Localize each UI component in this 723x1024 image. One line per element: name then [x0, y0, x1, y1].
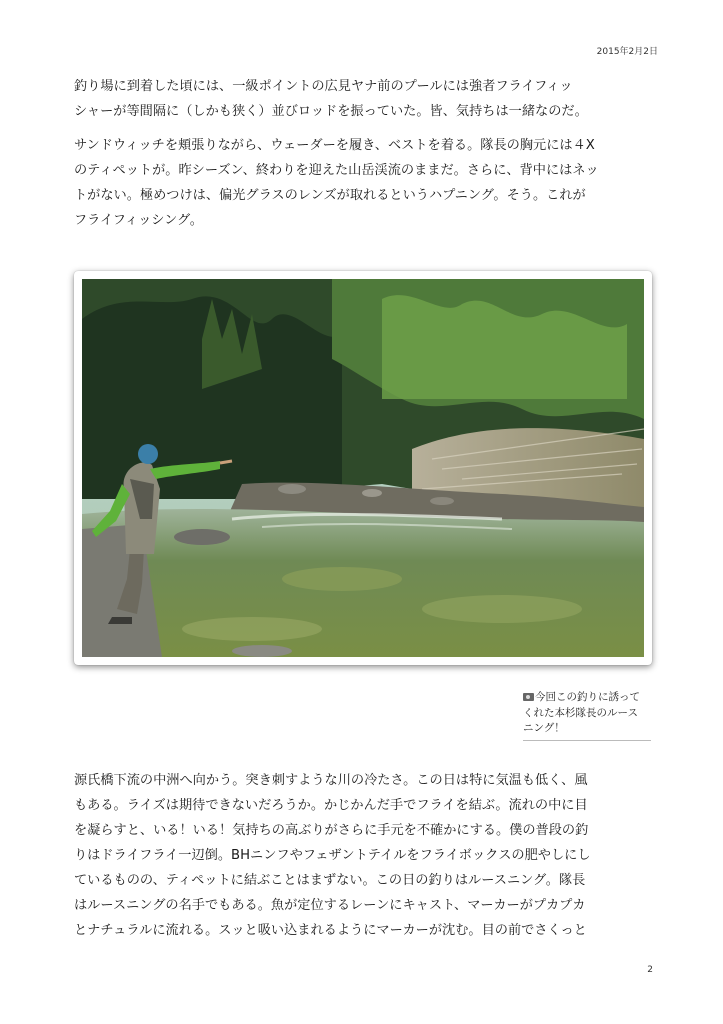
text-line: 源氏橋下流の中洲へ向かう。突き刺すような川の冷たさ。この日は特に気温も低く、風: [74, 773, 588, 788]
photo-frame: [74, 271, 652, 665]
page-date: 2015年2月2日: [596, 47, 658, 57]
caption-line: くれた本杉隊長のルース: [523, 706, 638, 719]
paragraph-3: [74, 768, 654, 943]
text-line: を凝らすと、いる！いる！気持ちの高ぶりがさらに手元を不確かにする。僕の普段の釣: [74, 823, 589, 838]
text-line: フライフィッシング。: [74, 213, 203, 228]
text-line: とナチュラルに流れる。スッと吸い込まれるようにマーカーが沈む。目の前でさくっと: [74, 923, 587, 938]
text-line: りはドライフライ一辺倒。BHニンフやフェザントテイルをフライボックスの肥やしにし: [74, 848, 591, 863]
photo-caption: [523, 690, 653, 737]
caption-line: ニング！: [523, 722, 565, 734]
text-line: もある。ライズは期待できないだろうか。かじかんだ手でフライを結ぶ。流れの中に目: [74, 798, 588, 813]
text-line: 釣り場に到着した頃には、一級ポイントの広見ヤナ前のプールには強者フライフィッ: [74, 79, 573, 94]
text-line: はルースニングの名手でもある。魚が定位するレーンにキャスト、マーカーがプカプカ: [74, 898, 586, 913]
caption-text: 今回この釣りに誘って: [535, 691, 640, 703]
caption-line: [523, 690, 653, 706]
text-line: サンドウィッチを頬張りながら、ウェーダーを履き、ベストを着る。隊長の胸元には４X: [74, 138, 595, 153]
text-line: のティペットが。昨シーズン、終わりを迎えた山岳渓流のままだ。さらに、背中にはネッ: [74, 163, 599, 178]
paragraph-1: [74, 74, 654, 124]
paragraph-2: [74, 133, 654, 233]
river-photo: [82, 279, 644, 657]
caption-divider: [523, 740, 651, 741]
camera-icon: [523, 693, 534, 701]
page-number: 2: [647, 965, 653, 975]
text-line: シャーが等間隔に（しかも狭く）並びロッドを振っていた。皆、気持ちは一緒なのだ。: [74, 104, 588, 119]
text-line: ているものの、ティペットに結ぶことはまずない。この日の釣りはルースニング。隊長: [74, 873, 586, 888]
text-line: トがない。極めつけは、偏光グラスのレンズが取れるというハプニング。そう。これが: [74, 188, 586, 203]
